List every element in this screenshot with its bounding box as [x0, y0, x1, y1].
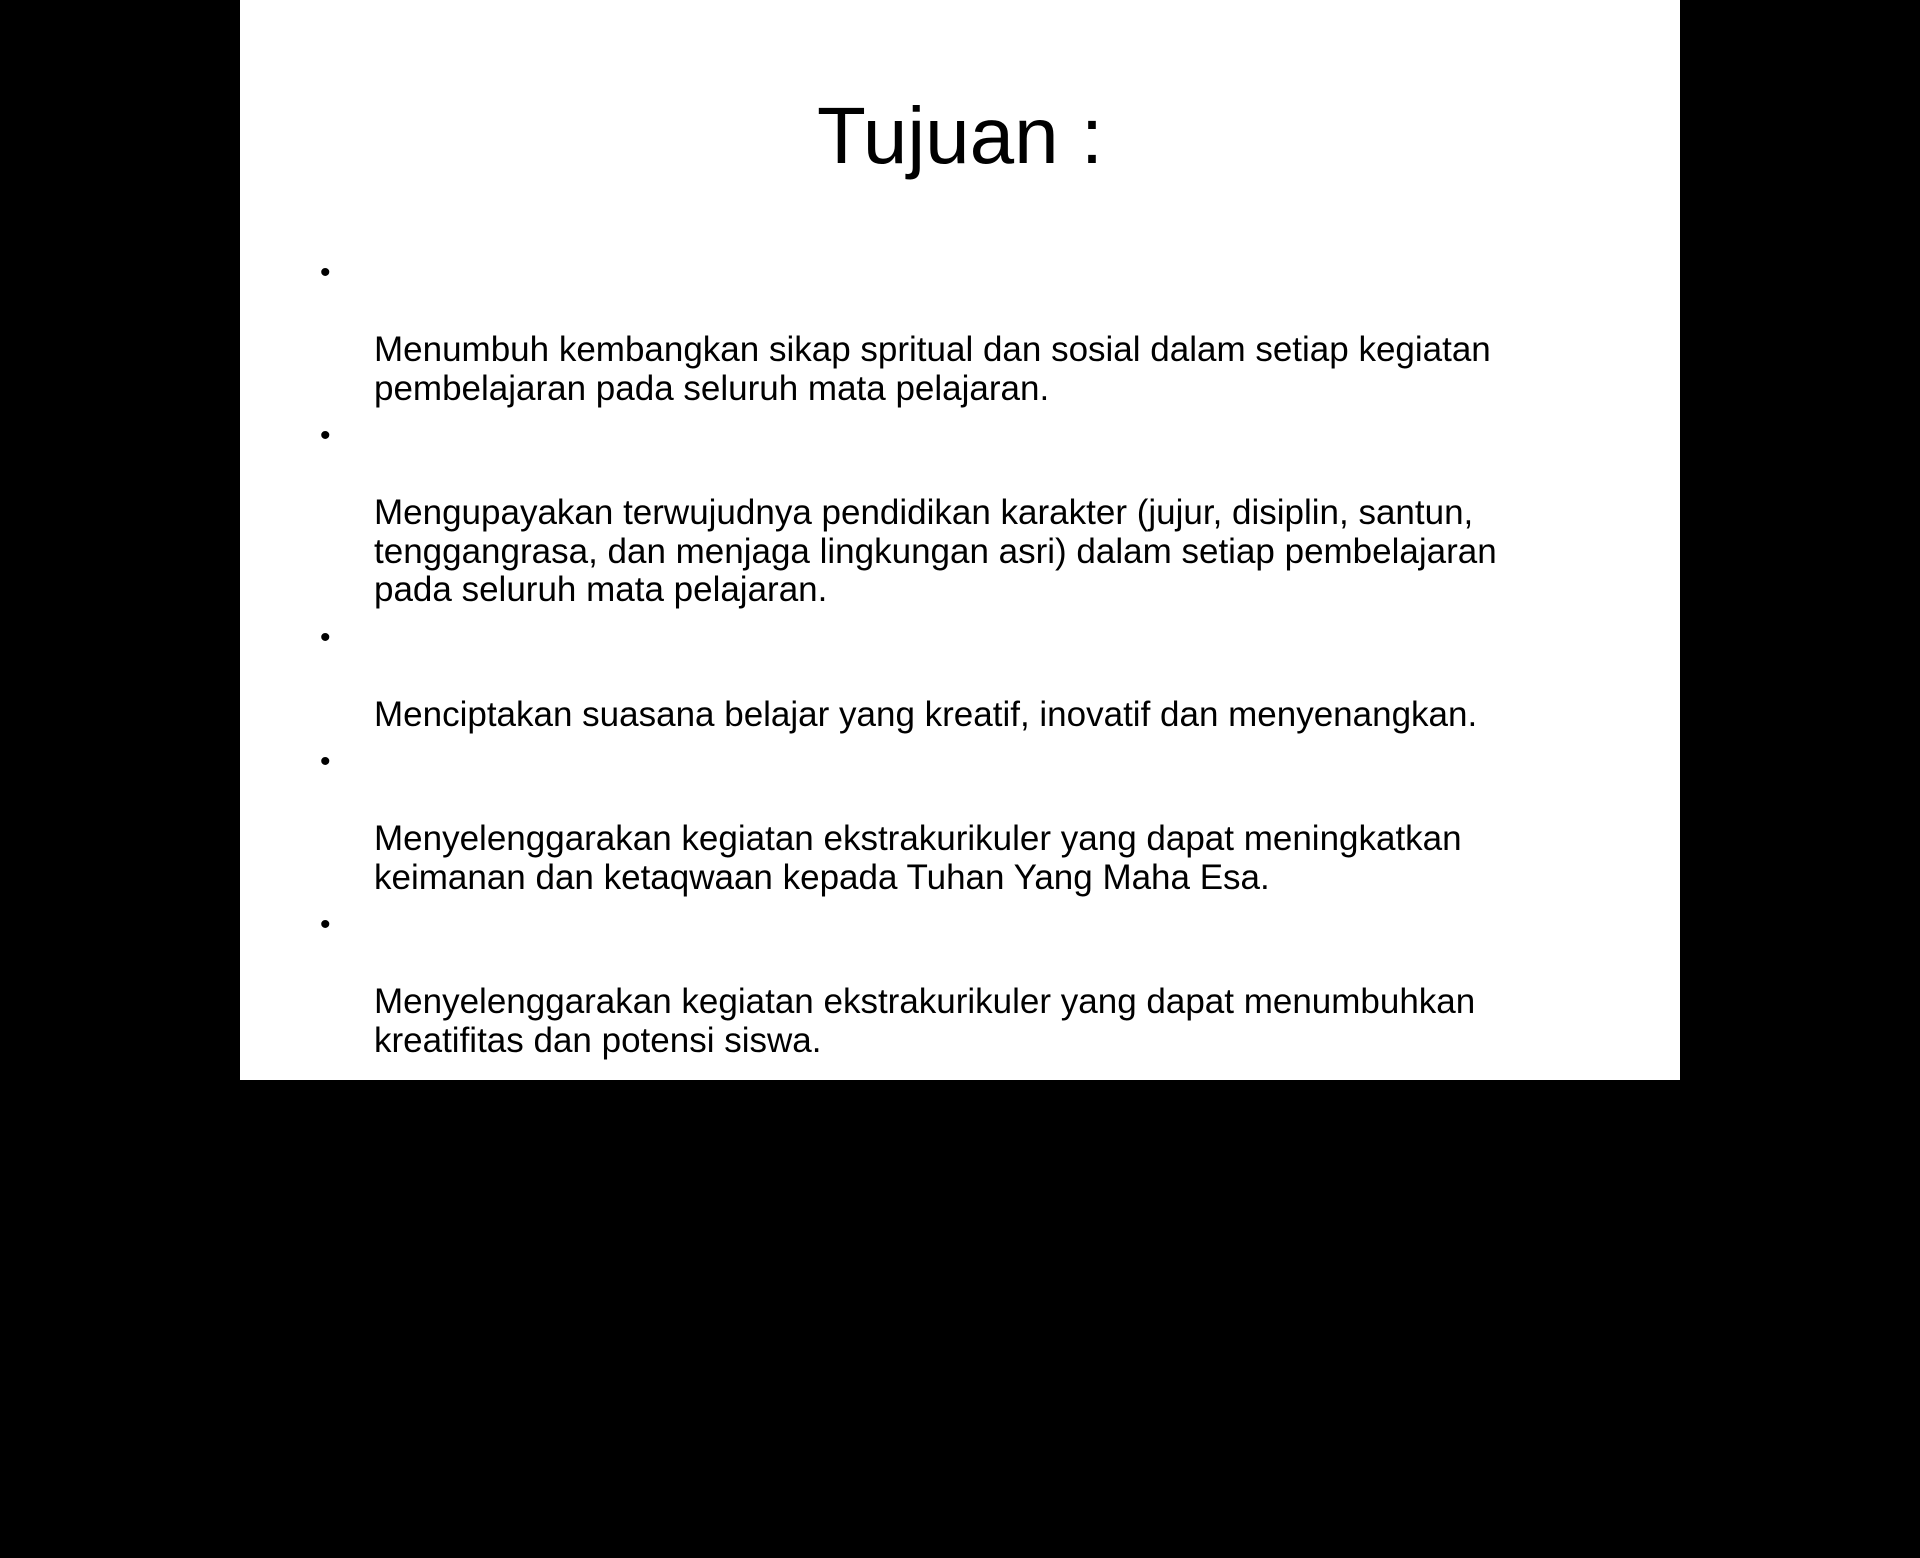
- list-item-text: Menumbuh kembangkan sikap spritual dan sosial dalam setiap kegiatan pembelajaran pada seluruh mata pelajaran.: [374, 330, 1491, 408]
- list-item-text: Menciptakan suasana lingkungan sekolah yang bersih, asri, dan religius.: [374, 1145, 1499, 1184]
- list-item: [320, 1357, 1660, 1550]
- list-item-text: Menyelenggarakan kegiatan ekstrakurikuler yang dapat menumbuhkan kreatifitas dan potensi siswa.: [374, 982, 1476, 1060]
- bullet-icon: •: [320, 419, 331, 452]
- objectives-list: [320, 254, 1660, 1558]
- list-item-text: Mengupayakan terwujudnya pendidikan karakter (jujur, disiplin, santun, tenggangrasa, dan menjaga lingkungan asri) dalam setiap pembelajaran pada seluruh mata pelajaran.: [374, 493, 1497, 609]
- bullet-icon: •: [320, 908, 331, 941]
- list-item: [320, 1069, 1660, 1185]
- list-item: [320, 619, 1660, 735]
- bullet-icon: •: [320, 620, 331, 654]
- bullet-icon: •: [320, 1071, 331, 1104]
- list-item: [320, 417, 1660, 610]
- list-item-text: Menyelenggarakan kegiatan ekstrakurikuler yang dapat meningkatkan keimanan dan ketaqwaan kepada Tuhan Yang Maha Esa.: [374, 819, 1462, 897]
- list-item-text: Meningkatkan sarana dan prasarana terbaik untuk kelancaran proses pembelajaran.: [374, 1269, 1450, 1347]
- bullet-icon: •: [320, 256, 331, 289]
- list-item: [320, 1194, 1660, 1348]
- slide-title: Tujuan :: [816, 91, 1104, 180]
- bullet-icon: •: [320, 745, 331, 778]
- list-item-text: Mendorong kemampuan warga sekolah untuk menghadapi perkembangan ilmu pengetahuan, teknologi informasi dan komunikasi dalam pelayanan pendidikan kepada masyarakat: [374, 1432, 1530, 1549]
- slide: [240, 0, 1680, 1549]
- bullet-icon: •: [320, 1358, 331, 1392]
- list-item: [320, 254, 1660, 408]
- list-item: [320, 743, 1660, 897]
- list-item-text: Menciptakan suasana belajar yang kreatif, inovatif dan menyenangkan.: [374, 694, 1478, 734]
- bullet-icon: •: [320, 1195, 331, 1229]
- list-item: [320, 906, 1660, 1060]
